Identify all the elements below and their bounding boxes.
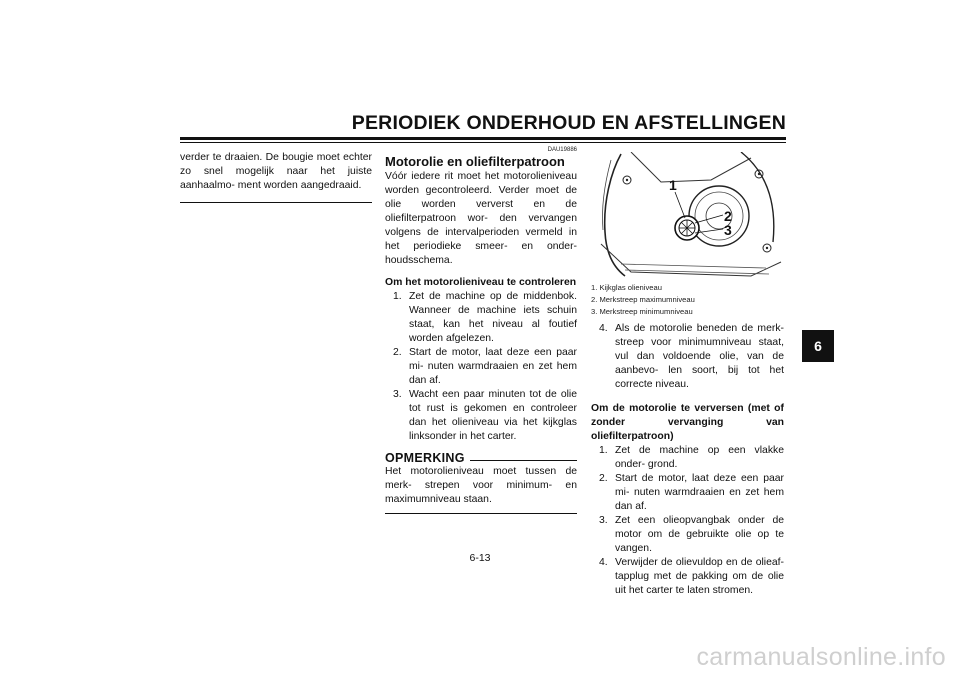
step-text: Zet de machine op de middenbok. Wanneer de machine iets schuin staat, kan het niveau al foutief worden afgelezen. xyxy=(409,291,577,344)
step-number: 2. xyxy=(393,347,402,358)
step-text: Wacht een paar minuten tot de olie tot rust is gekomen en controleer dan het olieniveau via het kijkglas linksonder in het carter. xyxy=(409,389,577,442)
change-oil-subheading: Om de motorolie te verversen (met of zonder vervanging van oliefilterpatroon) xyxy=(591,403,784,442)
callout-2: 2 xyxy=(724,208,732,224)
step-text: Start de motor, laat deze een paar mi- nuten warmdraaien en zet hem dan af. xyxy=(615,473,784,512)
oil-level-sight-glass-illustration xyxy=(591,152,784,280)
list-item xyxy=(385,290,577,346)
oil-level-figure xyxy=(591,152,784,280)
step-number: 3. xyxy=(599,515,608,526)
section-title: Motorolie en oliefilterpatroon xyxy=(385,154,565,169)
step-text: Zet een olieopvangbak onder de motor om de gebruikte olie op te vangen. xyxy=(615,515,784,554)
list-item xyxy=(591,322,784,392)
check-oil-step-4 xyxy=(591,322,784,392)
chapter-tab: 6 xyxy=(802,330,834,362)
callout-3: 3 xyxy=(724,222,732,238)
header-rule-thick xyxy=(180,137,786,140)
list-item xyxy=(591,444,784,472)
note-label: OPMERKING xyxy=(385,451,465,465)
column-middle xyxy=(385,146,577,514)
step-text: Als de motorolie beneden de merk- streep voor minimumniveau staat, vul dan voldoende olie, van de aanbevo- len soort, bij tot het correcte niveau. xyxy=(615,323,784,390)
figure-captions xyxy=(591,282,784,318)
callout-1: 1 xyxy=(669,177,677,193)
note-text: Het motorolieniveau moet tussen de merk- strepen voor minimum- en maximumniveau staan. xyxy=(385,466,577,505)
step-number: 1. xyxy=(393,291,402,302)
list-item xyxy=(591,514,784,556)
step-number: 3. xyxy=(393,389,402,400)
note-heading xyxy=(385,451,577,465)
section-end-rule xyxy=(180,202,372,203)
step-number: 2. xyxy=(599,473,608,484)
list-item xyxy=(591,556,784,598)
step-number: 4. xyxy=(599,557,608,568)
caption-1: 1. Kijkglas olieniveau xyxy=(591,283,662,292)
watermark: carmanualsonline.info xyxy=(696,643,946,671)
page-title: PERIODIEK ONDERHOUD EN AFSTELLINGEN xyxy=(351,112,786,134)
continued-paragraph: verder te draaien. De bougie moet echter zo snel mogelijk naar het juiste aanhaalmo- ment worden aangedraaid. xyxy=(180,152,372,191)
caption-3: 3. Merkstreep minimumniveau xyxy=(591,307,693,316)
step-number: 4. xyxy=(599,323,608,334)
column-left xyxy=(180,151,372,203)
section-code: DAU19886 xyxy=(547,147,577,153)
note-end-rule xyxy=(385,513,577,514)
note-heading-rule xyxy=(470,460,577,461)
intro-paragraph: Vóór iedere rit moet het motorolieniveau worden gecontroleerd. Verder moet de olie worden ververst en de oliefilterpatroon wor- den vervangen volgens de intervalperioden vermeld in het periodieke smeer- en onder- houdsschema. xyxy=(385,171,577,266)
change-oil-steps xyxy=(591,444,784,598)
check-oil-steps xyxy=(385,290,577,444)
list-item xyxy=(385,388,577,444)
step-text: Verwijder de olievuldop en de olieaf- tapplug met de pakking om de olie uit het carter te laten stromen. xyxy=(615,557,784,596)
step-text: Start de motor, laat deze een paar mi- nuten warmdraaien en zet hem dan af. xyxy=(409,347,577,386)
column-right xyxy=(591,152,784,598)
page-number: 6-13 xyxy=(469,552,491,564)
caption-2: 2. Merkstreep maximumniveau xyxy=(591,295,695,304)
step-number: 1. xyxy=(599,445,608,456)
check-oil-subheading: Om het motorolieniveau te controleren xyxy=(385,277,577,288)
step-text: Zet de machine op een vlakke onder- grond. xyxy=(615,445,784,470)
list-item xyxy=(591,472,784,514)
header-rule-thin xyxy=(180,142,786,143)
list-item xyxy=(385,346,577,388)
